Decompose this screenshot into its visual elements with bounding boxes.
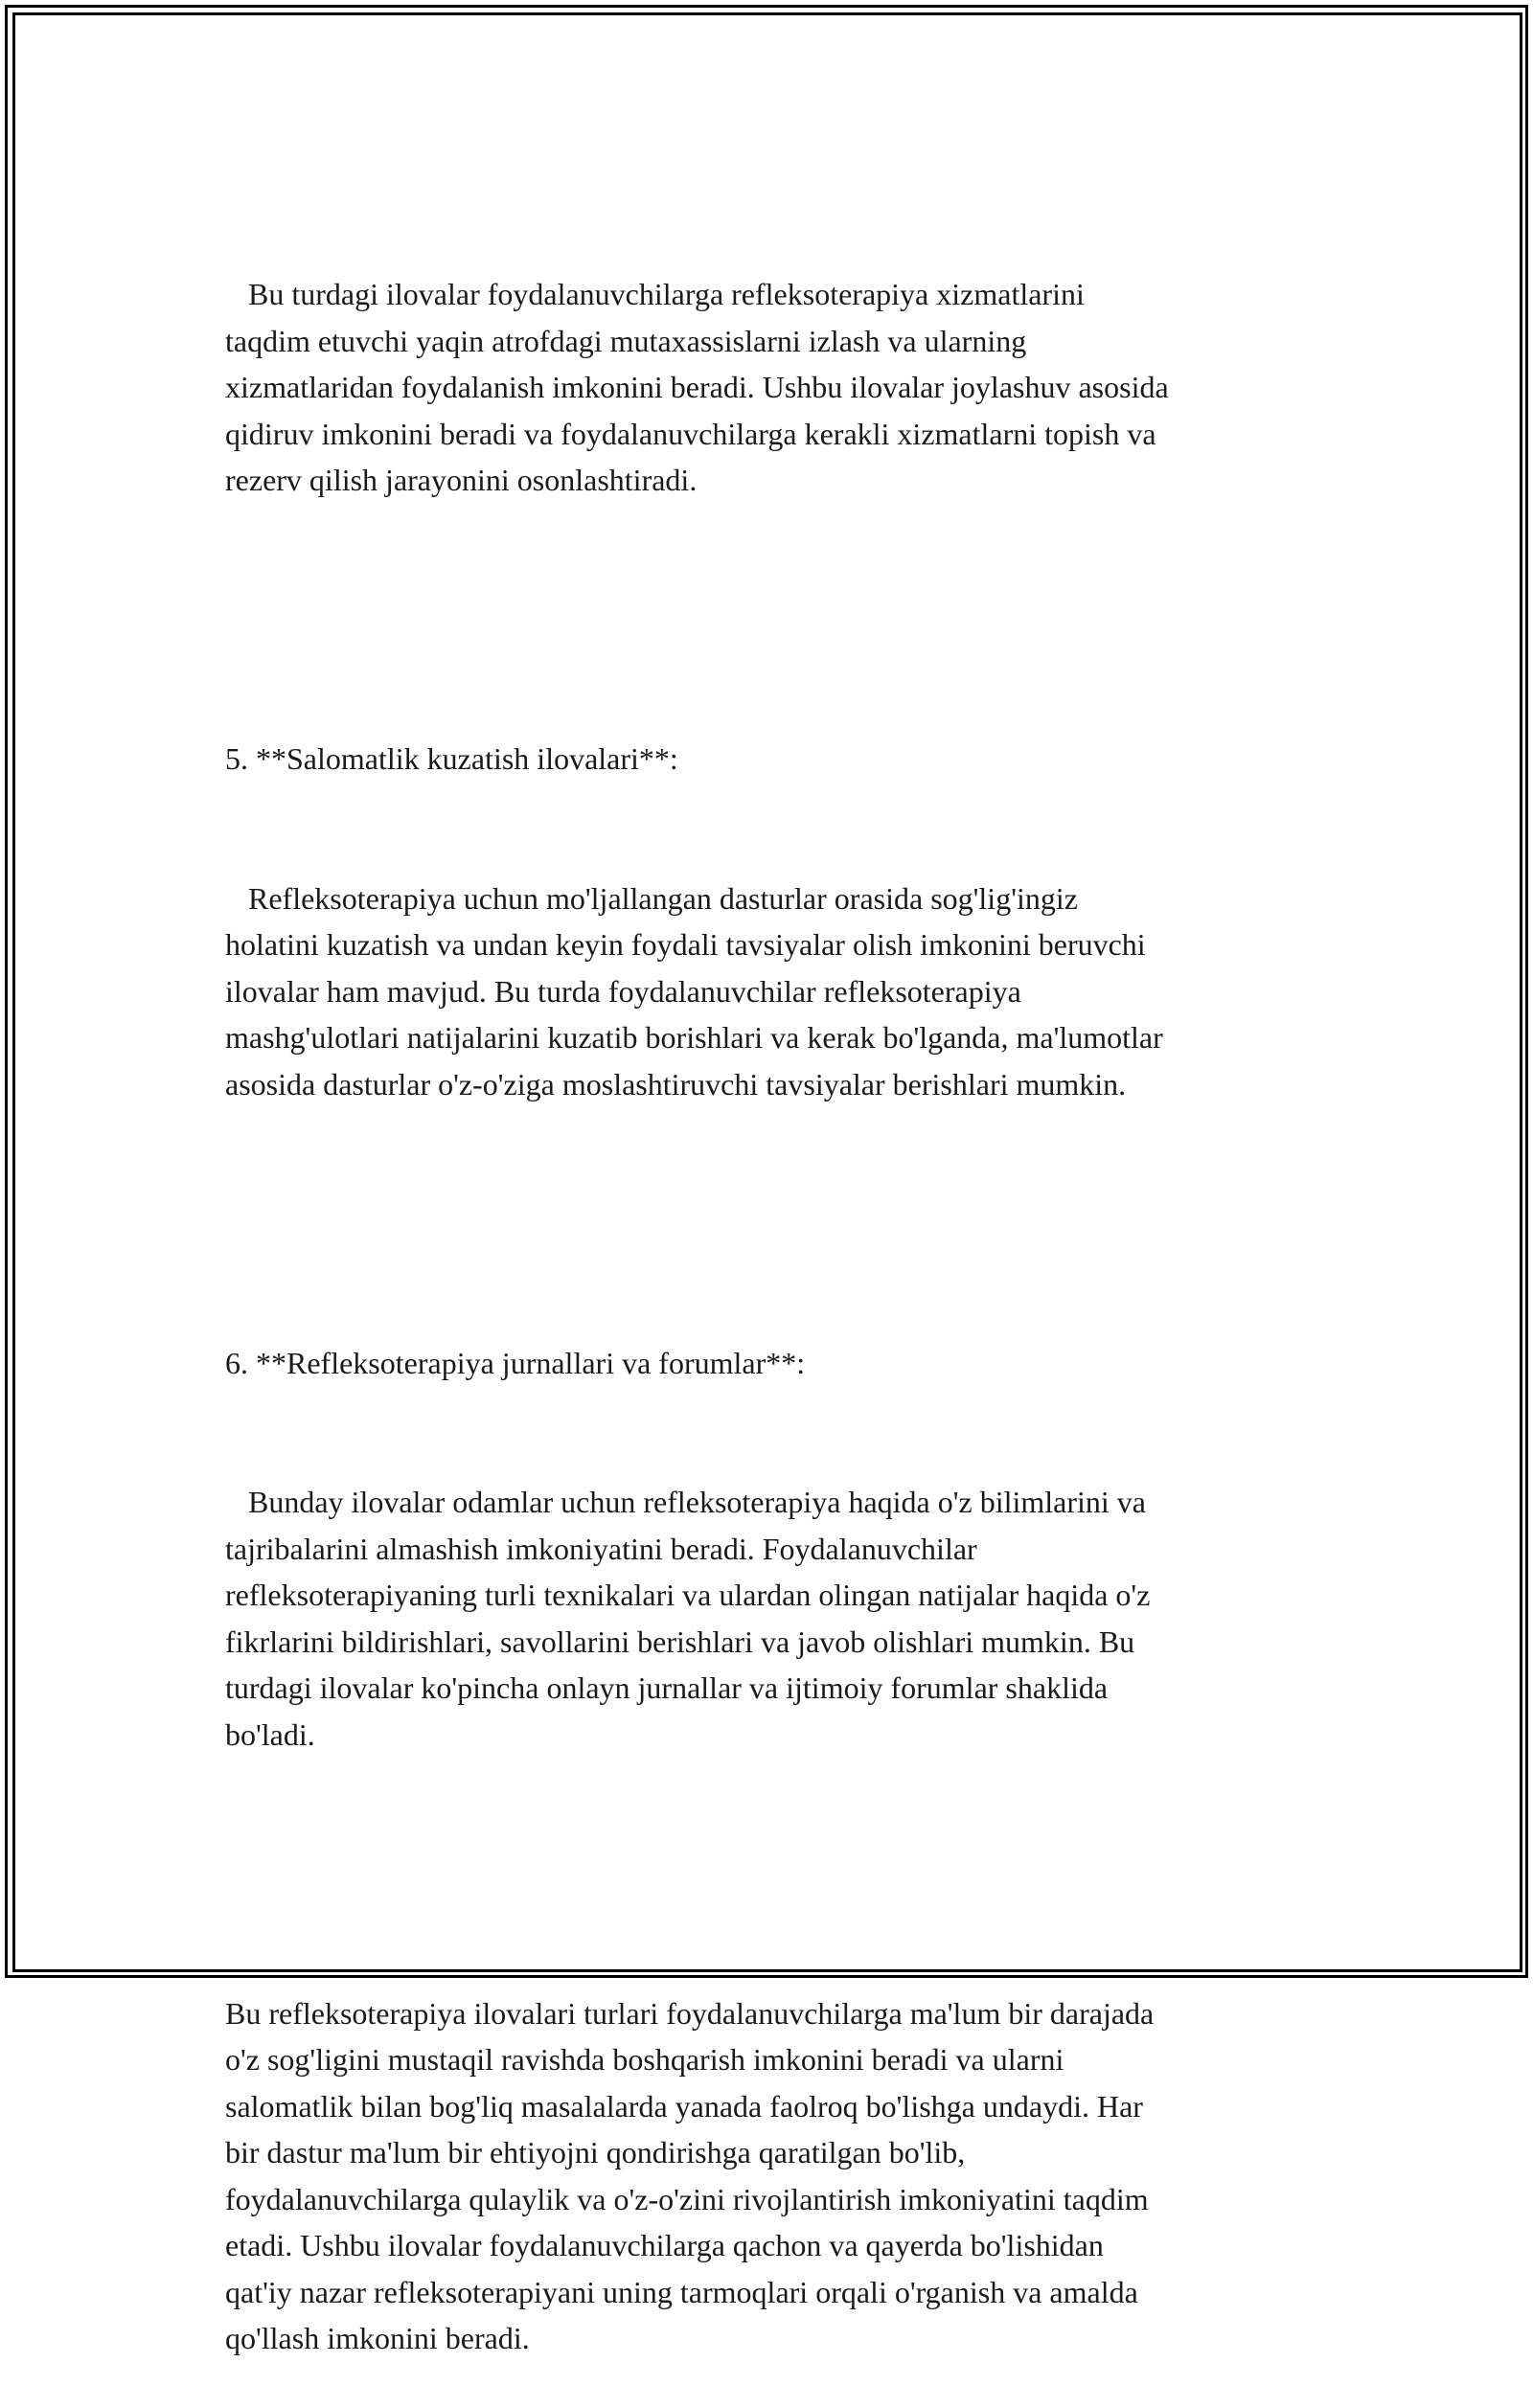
intro-paragraph: Bu turdagi ilovalar foydalanuvchilarga refleksoterapiya xizmatlarini taqdim etuvchi yaqin atrofdagi mutaxassislarni izlash va ularning xizmatlaridan foydalanish imkonini beradi. Ushbu ilovalar joylashuv asosida qidiruv imkonini beradi va foydalanuvchilarga kerakli xizmatlarni topish va rezerv qilish jarayonini osonlashtiradi. (225, 277, 1169, 497)
paragraph-spacer (225, 1200, 1337, 1247)
paragraph-spacer (225, 597, 1337, 644)
section-6-body: Bunday ilovalar odamlar uchun refleksoterapiya haqida o'z bilimlarini va tajribalarini almashish imkoniyatini beradi. Foydalanuvchilar refleksoterapiyaning turli texnikalari va ulardan olingan natijalar haqida o'z fikrlarini bildirishlari, savollarini berishlari va javob olishlari mumkin. Bu turdagi ilovalar ko'pincha onlayn jurnallar va ijtimoiy forumlar shaklida bo'ladi. (225, 1485, 1151, 1752)
document-body (225, 178, 1337, 2408)
paragraph-spacer (225, 1851, 1337, 1897)
section-5-body: Refleksoterapiya uchun mo'ljallangan dasturlar orasida sog'lig'ingiz holatini kuzatish va undan keyin foydali tavsiyalar olish imkonini beruvchi ilovalar ham mavjud. Bu turda foydalanuvchilar refleksoterapiya mashg'ulotlari natijalarini kuzatib borishlari va kerak bo'lganda, ma'lumotlar asosida dasturlar o'z-o'ziga moslashtiruvchi tavsiyalar berishlari mumkin. (225, 880, 1163, 1102)
section-6-heading: 6. **Refleksoterapiya jurnallari va forumlar**: (225, 1345, 806, 1380)
section-5-heading: 5. **Salomatlik kuzatish ilovalari**: (225, 741, 678, 776)
conclusion-paragraph: Bu refleksoterapiya ilovalari turlari foydalanuvchilarga ma'lum bir darajada o'z sog'ligini mustaqil ravishda boshqarish imkonini beradi va ularni salomatlik bilan bog'liq masalalarda yanada faolroq bo'lishga undaydi. Har bir dastur ma'lum bir ehtiyojni qondirishga qaratilgan bo'lib, foydalanuvchilarga qulaylik va o'z-o'zini rivojlantirish imkoniyatini taqdim etadi. Ushbu ilovalar foydalanuvchilarga qachon va qayerda bo'lishidan qat'iy nazar refleksoterapiyani uning tarmoqlari orqali o'rganish va amalda qo'llash imkonini beradi. (225, 1995, 1155, 2355)
